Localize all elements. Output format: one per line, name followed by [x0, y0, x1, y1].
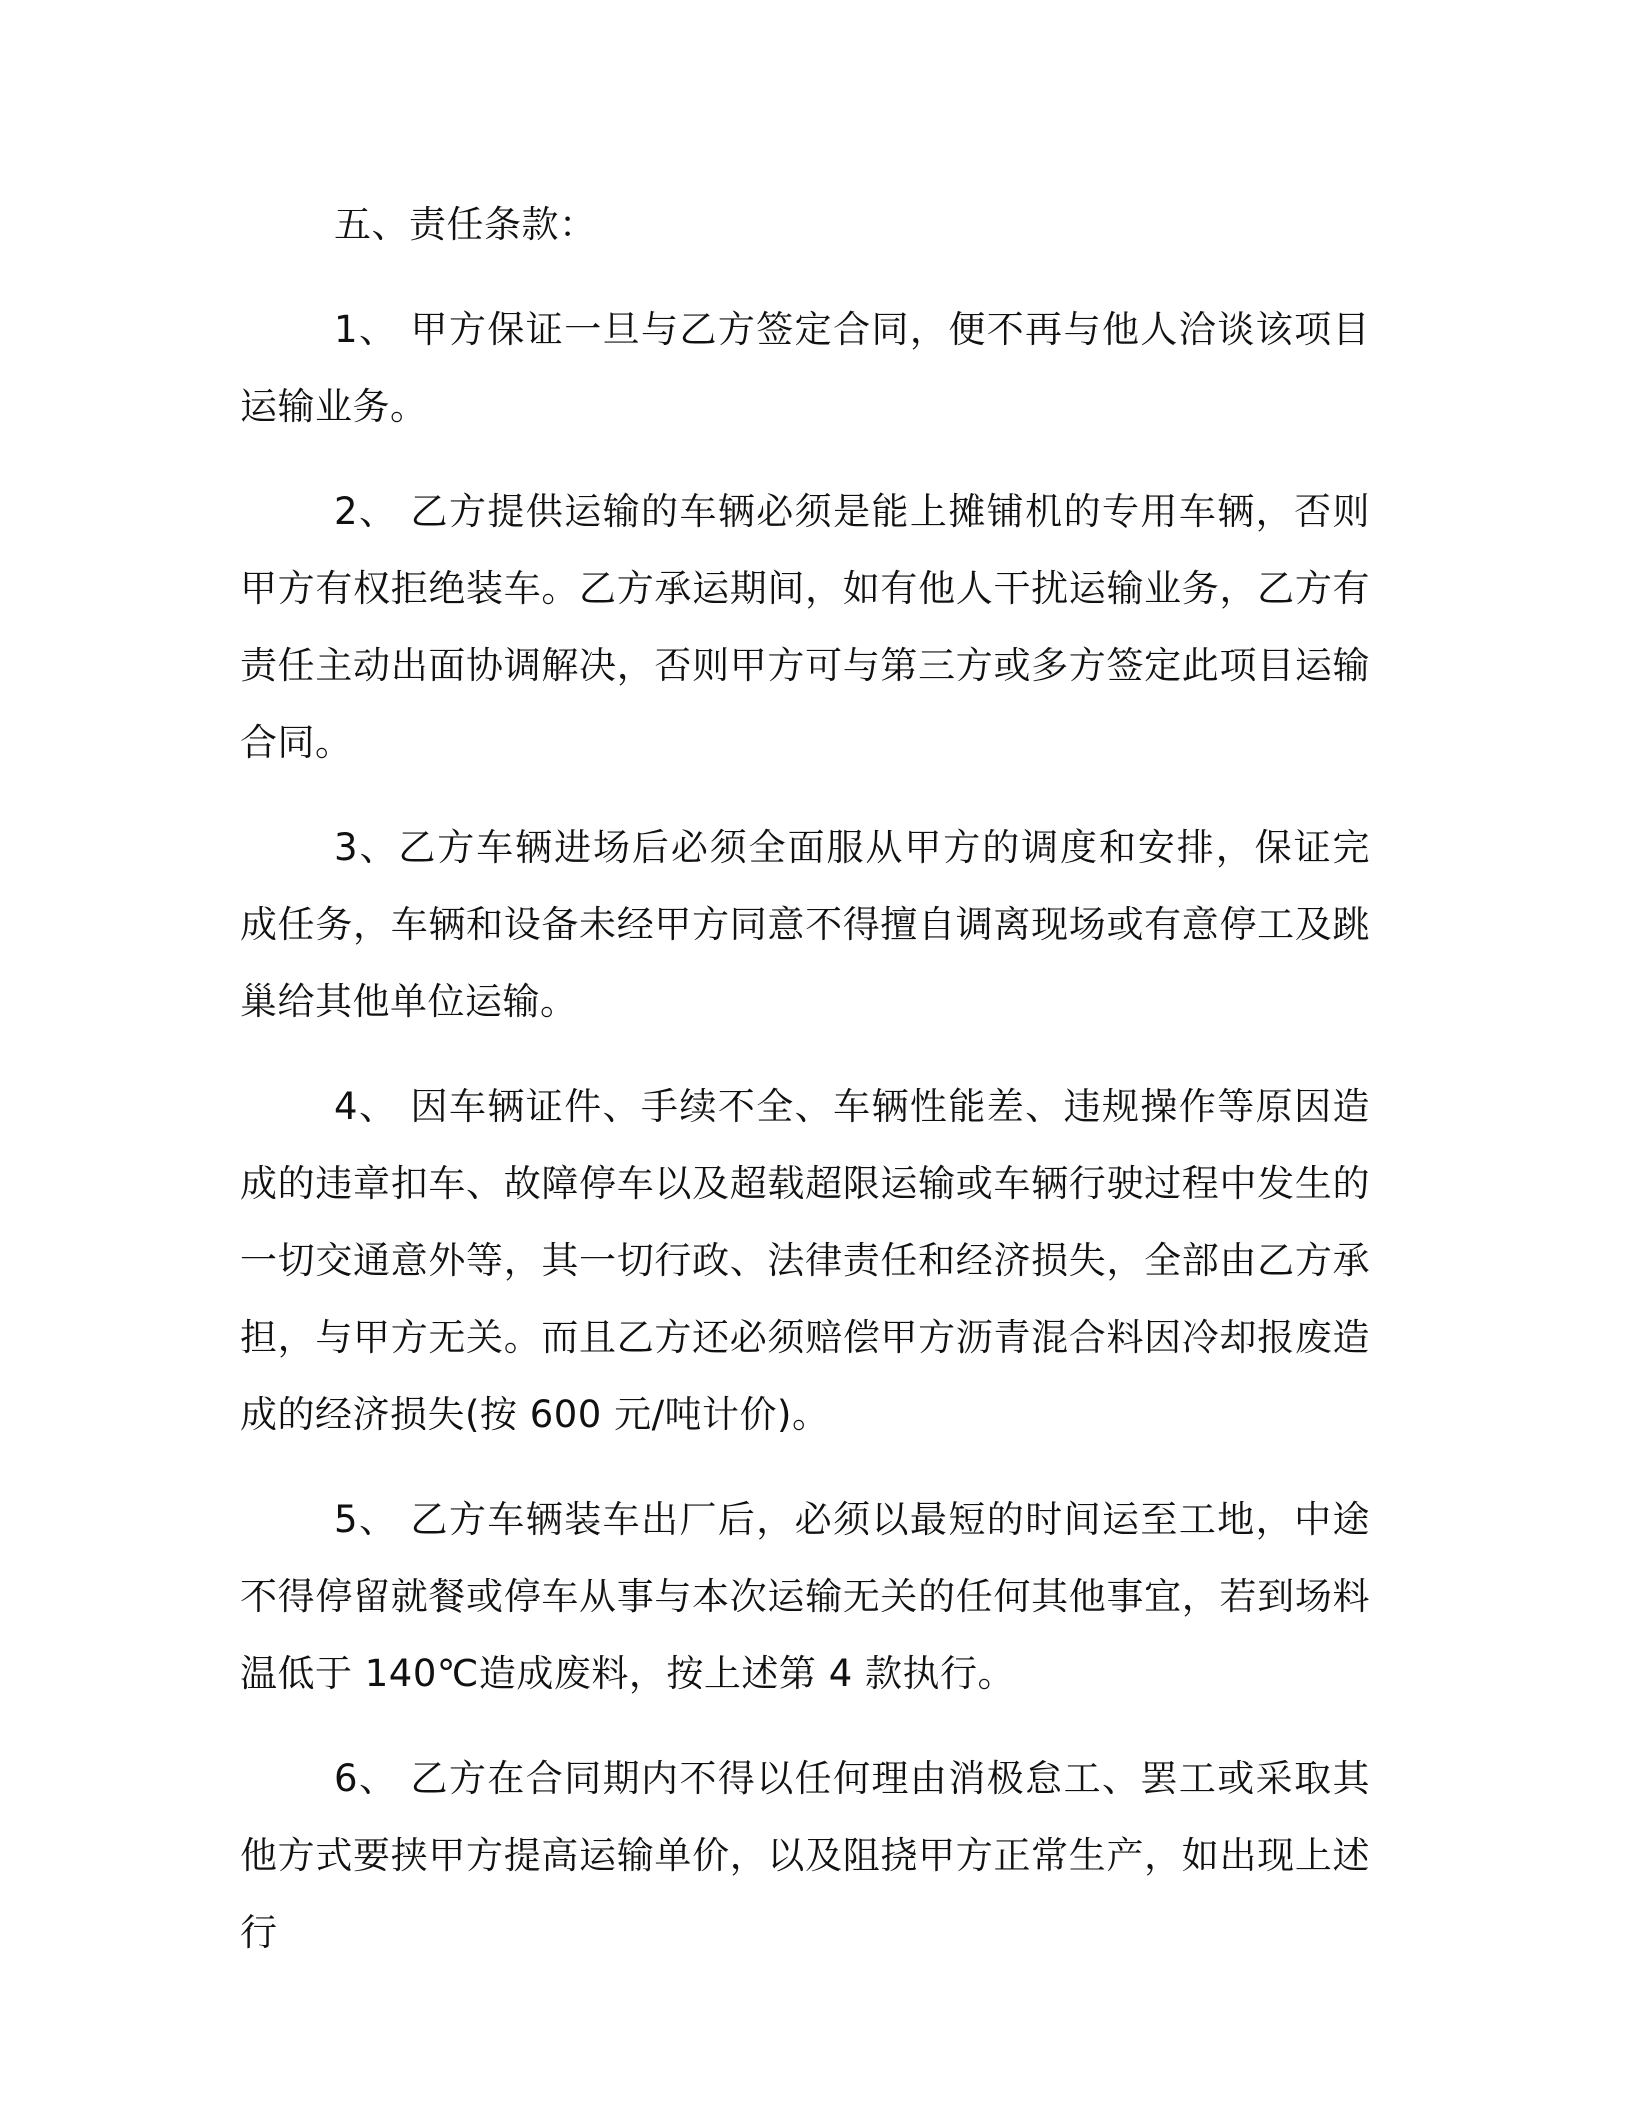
- clause-2: 2、 乙方提供运输的车辆必须是能上摊铺机的专用车辆，否则甲方有权拒绝装车。乙方承运期间，如有他人干扰运输业务，乙方有责任主动出面协调解决，否则甲方可与第三方或多方签定此项目运输合同。: [240, 490, 1370, 764]
- clause-4: 4、 因车辆证件、手续不全、车辆性能差、违规操作等原因造成的违章扣车、故障停车以及超载超限运输或车辆行驶过程中发生的一切交通意外等，其一切行政、法律责任和经济损失，全部由乙方承担，与甲方无关。而且乙方还必须赔偿甲方沥青混合料因冷却报废造成的经济损失(按 600 元/吨计价)。: [240, 1085, 1370, 1436]
- clause-5: 5、 乙方车辆装车出厂后，必须以最短的时间运至工地，中途不得停留就餐或停车从事与本次运输无关的任何其他事宜，若到场料温低于 140℃造成废料，按上述第 4 款执行。: [240, 1498, 1370, 1695]
- clause-1: 1、 甲方保证一旦与乙方签定合同，便不再与他人洽谈该项目运输业务。: [240, 308, 1370, 428]
- document-body: [240, 186, 1370, 1999]
- clause-6: 6、 乙方在合同期内不得以任何理由消极怠工、罢工或采取其他方式要挟甲方提高运输单价，以及阻挠甲方正常生产，如出现上述行: [240, 1757, 1370, 1954]
- clause-3: 3、乙方车辆进场后必须全面服从甲方的调度和安排，保证完成任务，车辆和设备未经甲方同意不得擅自调离现场或有意停工及跳巢给其他单位运输。: [240, 826, 1370, 1023]
- section-heading: 五、责任条款：: [334, 203, 597, 246]
